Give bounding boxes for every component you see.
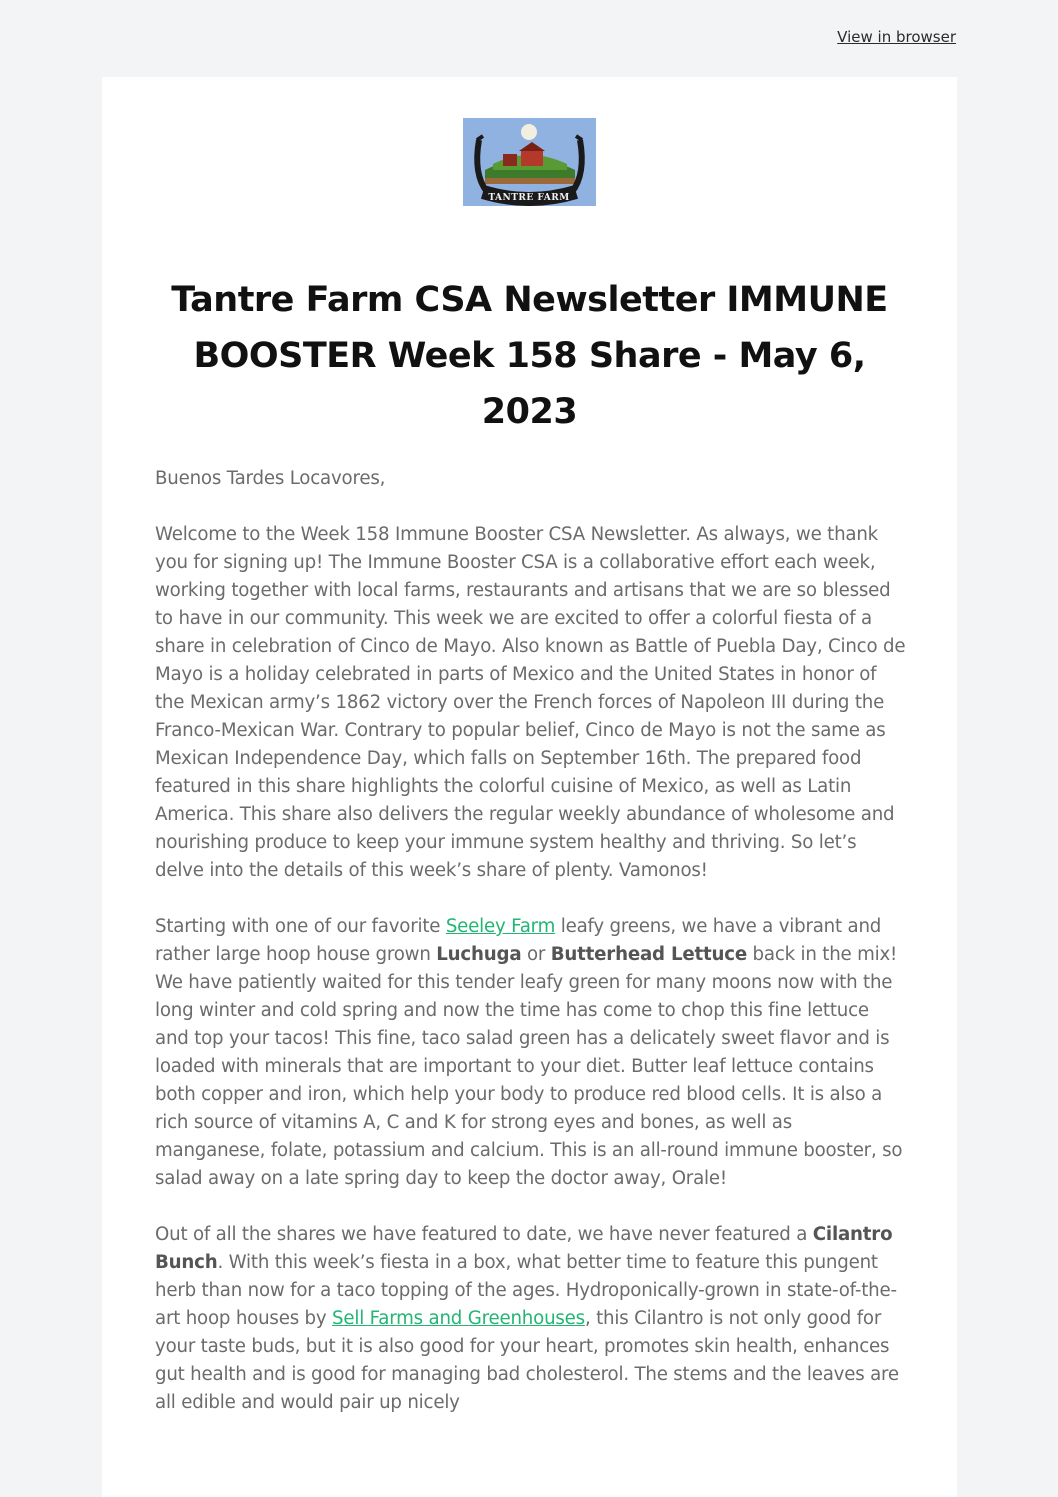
tantre-farm-logo	[463, 118, 596, 206]
luchuga-bold: Luchuga	[436, 944, 522, 965]
newsletter-body	[155, 465, 907, 1445]
cilantro-bunch-bold: Cilantro Bunch	[155, 1224, 893, 1273]
sell-farms-link[interactable]: Sell Farms and Greenhouses	[332, 1308, 585, 1329]
logo-lettering: TANTRE FARM	[488, 193, 570, 203]
text-span: leafy greens, we have a vibrant and rather large hoop house grown	[155, 916, 882, 965]
text-span: or	[521, 944, 551, 965]
intro-paragraph: Welcome to the Week 158 Immune Booster CSA Newsletter. As always, we thank you for signing up! The Immune Booster CSA is a collaborative effort each week, working together with local farms, restaurants and artisans that we are so blessed to have in our community. This week we are excited to offer a colorful fiesta of a share in celebration of Cinco de Mayo. Also known as Battle of Puebla Day, Cinco de Mayo is a holiday celebrated in parts of Mexico and the United States in honor of the Mexican army’s 1862 victory over the French forces of Napoleon III during the Franco-Mexican War. Contrary to popular belief, Cinco de Mayo is not the same as Mexican Independence Day, which falls on September 16th. The prepared food featured in this share highlights the colorful cuisine of Mexico, as well as Latin America. This share also delivers the regular weekly abundance of wholesome and nourishing produce to keep your immune system healthy and thriving. So let’s delve into the details of this week’s share of plenty. Vamonos!	[155, 524, 906, 881]
text-span: Out of all the shares we have featured to date, we have never featured a	[155, 1224, 813, 1245]
top-bar	[0, 0, 1058, 77]
text-span: . With this week’s fiesta in a box, what better time to feature this pungent herb than now for a taco topping of the ages. Hydroponically-grown in state-of-the-art hoop houses by	[155, 1252, 897, 1329]
seeley-farm-link[interactable]: Seeley Farm	[445, 916, 556, 937]
newsletter-title: Tantre Farm CSA Newsletter IMMUNE BOOSTER Week 158 Share - May 6, 2023	[171, 280, 888, 432]
text-span: back in the mix! We have patiently waited for this tender leafy green for many moons now with the long winter and cold spring and now the time has come to chop this fine lettuce and top your tacos! This fine, taco salad green has a delicately sweet flavor and is loaded with minerals that are important to your diet. Butter leaf lettuce contains both copper and iron, which help your body to produce red blood cells. It is also a rich source of vitamins A, C and K for strong eyes and bones, as well as manganese, folate, potassium and calcium. This is an all-round immune booster, so salad away on a late spring day to keep the doctor away, Orale!	[155, 944, 903, 1189]
text-span: , this Cilantro is not only good for your taste buds, but it is also good for your heart, promotes skin health, enhances gut health and is good for managing bad cholesterol. The stems and the leaves are all edible and would pair up nicely	[155, 1308, 899, 1413]
text-span: Starting with one of our favorite	[155, 916, 446, 937]
greeting: Buenos Tardes Locavores,	[155, 468, 386, 489]
lettuce-paragraph	[155, 913, 907, 1193]
view-in-browser-link[interactable]: View in browser	[837, 28, 956, 46]
butterhead-lettuce-bold: Butterhead Lettuce	[550, 944, 747, 965]
cilantro-paragraph	[155, 1221, 907, 1417]
newsletter-card	[102, 77, 957, 1497]
